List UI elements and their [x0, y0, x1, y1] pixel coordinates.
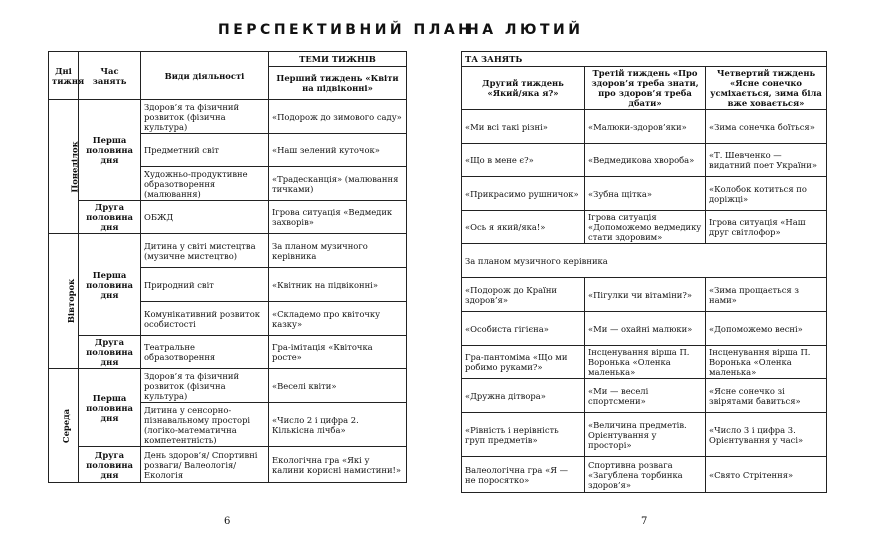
day-monday: Понеділок — [49, 100, 79, 234]
header-week-3: Третій тиждень «Про здоров’я треба знати, про здоров’я треба дбати» — [585, 67, 706, 110]
week1-cell: «Наш зелений куточок» — [269, 134, 407, 167]
week1-cell: За планом музичного керівника — [269, 234, 407, 268]
header-themes-left: ТЕМИ ТИЖНІВ — [269, 52, 407, 67]
header-activity: Види діяльності — [141, 52, 269, 100]
period-second: Друга половина дня — [79, 336, 141, 369]
activity-cell: Здоров’я та фізичний розвиток (фізична культура) — [141, 100, 269, 134]
week2-cell: «Ми всі такі різні» — [462, 110, 585, 144]
week4-cell: «Т. Шевченко — видатний поет України» — [706, 144, 827, 177]
period-first: Перша половина дня — [79, 234, 141, 336]
week3-cell: «Малюки-здоров’яки» — [585, 110, 706, 144]
week1-cell: Екологічна гра «Які у калини корисні намистини!» — [269, 447, 407, 483]
week2-cell: «Особиста гігієна» — [462, 312, 585, 346]
week3-cell: «Зубна щітка» — [585, 177, 706, 211]
activity-cell: Комунікативний розвиток особистості — [141, 302, 269, 336]
week2-cell: «Рівність і нерівність груп предметів» — [462, 413, 585, 457]
day-wednesday: Середа — [49, 369, 79, 483]
period-first: Перша половина дня — [79, 100, 141, 201]
activity-cell: Дитина у сенсорно-пізнавальному просторі (логіко-математична компетентність) — [141, 403, 269, 447]
week4-cell: «Допоможемо весні» — [706, 312, 827, 346]
week2-cell: Гра-пантоміма «Що ми робимо руками?» — [462, 346, 585, 379]
week1-cell: «Складемо про квіточку казку» — [269, 302, 407, 336]
week2-cell: Валеологічна гра «Я — не поросятко» — [462, 457, 585, 493]
week4-cell: «Зима сонечка боїться» — [706, 110, 827, 144]
activity-cell: Театральне образотворення — [141, 336, 269, 369]
week3-cell: «Ми — охайні малюки» — [585, 312, 706, 346]
activity-cell: ОБЖД — [141, 201, 269, 234]
period-first: Перша половина дня — [79, 369, 141, 447]
week1-cell: «Число 2 і цифра 2. Кількісна лічба» — [269, 403, 407, 447]
week3-cell: Інсценування вірша П. Воронька «Оленка маленька» — [585, 346, 706, 379]
week4-cell: «Число 3 і цифра 3. Орієнтування у часі» — [706, 413, 827, 457]
page-number-right: 7 — [641, 516, 648, 527]
music-plan-cell: За планом музичного керівника — [462, 244, 827, 278]
header-week-4: Четвертий тиждень «Ясне сонечко усміхається, зима біла вже ховається» — [706, 67, 827, 110]
week1-cell: «Традесканція» (малювання тичками) — [269, 167, 407, 201]
activity-cell: Здоров’я та фізичний розвиток (фізична культура) — [141, 369, 269, 403]
header-week-1: Перший тиждень «Квіти на підвіконні» — [269, 67, 407, 100]
week2-cell: «Що в мене є?» — [462, 144, 585, 177]
week2-cell: «Ось я який/яка!» — [462, 211, 585, 244]
week4-cell: «Зима прощається з нами» — [706, 278, 827, 312]
week3-cell: Ігрова ситуація «Допоможемо ведмедику стати здоровим» — [585, 211, 706, 244]
week3-cell: Спортивна розвага «Загублена торбинка здоров’я» — [585, 457, 706, 493]
week2-cell: «Подорож до Країни здоров’я» — [462, 278, 585, 312]
week4-cell: «Ясне сонечко зі звірятами бавиться» — [706, 379, 827, 413]
week1-cell: «Квітник на підвіконні» — [269, 268, 407, 302]
week2-cell: «Прикрасимо рушничок» — [462, 177, 585, 211]
plan-table-left — [48, 51, 407, 483]
page-title-left: ПЕРСПЕКТИВНИЙ ПЛАН — [218, 22, 474, 38]
week1-cell: Гра-імітація «Квіточка росте» — [269, 336, 407, 369]
week1-cell: «Веселі квіти» — [269, 369, 407, 403]
day-tuesday: Вівторок — [49, 234, 79, 369]
header-time: Час занять — [79, 52, 141, 100]
week3-cell: «Ведмедикова хвороба» — [585, 144, 706, 177]
header-week-2: Другий тиждень «Який/яка я?» — [462, 67, 585, 110]
week1-cell: «Подорож до зимового саду» — [269, 100, 407, 134]
activity-cell: Предметний світ — [141, 134, 269, 167]
period-second: Друга половина дня — [79, 447, 141, 483]
week4-cell: Ігрова ситуація «Наш друг світлофор» — [706, 211, 827, 244]
header-day: Дні тижня — [49, 52, 79, 100]
activity-cell: День здоров’я/ Спортивні розваги/ Валеологія/ Екологія — [141, 447, 269, 483]
page-title-right: НА ЛЮТИЙ — [467, 22, 584, 38]
activity-cell: Художньо-продуктивне образотворення (малювання) — [141, 167, 269, 201]
activity-cell: Природний світ — [141, 268, 269, 302]
week3-cell: «Ми — веселі спортсмени» — [585, 379, 706, 413]
week4-cell: Інсценування вірша П. Воронька «Оленка маленька» — [706, 346, 827, 379]
activity-cell: Дитина у світі мистецтва (музичне мистецтво) — [141, 234, 269, 268]
week4-cell: «Свято Стрітення» — [706, 457, 827, 493]
period-second: Друга половина дня — [79, 201, 141, 234]
header-themes-right: ТА ЗАНЯТЬ — [462, 52, 827, 67]
week4-cell: «Колобок котиться по доріжці» — [706, 177, 827, 211]
plan-table-right — [461, 51, 827, 493]
week1-cell: Ігрова ситуація «Ведмедик захворів» — [269, 201, 407, 234]
page-number-left: 6 — [224, 516, 231, 527]
week3-cell: «Пігулки чи вітаміни?» — [585, 278, 706, 312]
week2-cell: «Дружна дітвора» — [462, 379, 585, 413]
week3-cell: «Величина предметів. Орієнтування у просторі» — [585, 413, 706, 457]
